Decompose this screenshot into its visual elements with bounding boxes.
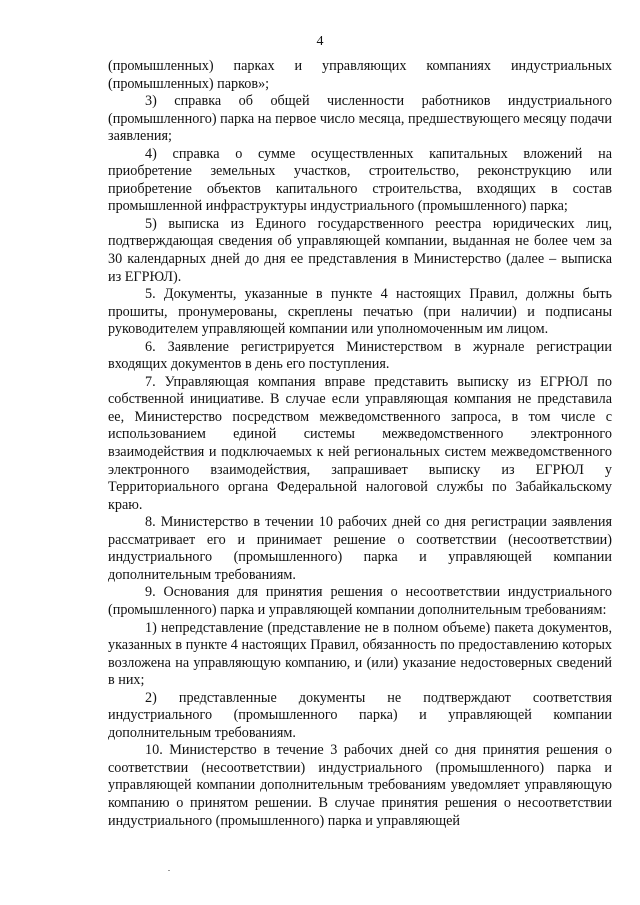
paragraph-item-3: 3) справка об общей численности работников индустриального (промышленного) парка на первое число месяца, предшествующего месяцу подачи заявления; [108,93,612,145]
scan-mark [168,870,170,871]
paragraph-clause-8: 8. Министерство в течении 10 рабочих дней со дня регистрации заявления рассматривает его и принимает решение о соответствии (несоответствии) индустриального (промышленного) парка и управляющей компании дополнительным требованиям. [108,514,612,583]
paragraph-clause-9: 9. Основания для принятия решения о несоответствии индустриального (промышленного) парка и управляющей компании дополнительным требованиям: [108,584,612,618]
paragraph-clause-5: 5. Документы, указанные в пункте 4 настоящих Правил, должны быть прошиты, пронумерованы, скреплены печатью (при наличии) и подписаны руководителем управляющей компании или уполномоченным им лицом. [108,286,612,338]
paragraph-continuation: (промышленных) парках и управляющих компаниях индустриальных (промышленных) парков»; [108,58,612,92]
paragraph-clause-10: 10. Министерство в течение 3 рабочих дней со дня принятия решения о соответствии (несоответствии) индустриального (промышленного) парка и управляющей компании дополнительным требованиям уведомляет управляющую компанию о принятом решении. В случае принятия решения о несоответствии индустриального (промышленного) парка и управляющей [108,742,612,829]
paragraph-clause-9-item-1: 1) непредставление (представление не в полном объеме) пакета документов, указанных в пункте 4 настоящих Правил, обязанность по предоставлению которых возложена на управляющую компанию, и (или) указание недостоверных сведений в них; [108,619,612,689]
paragraph-clause-9-item-2: 2) представленные документы не подтверждают соответствия индустриального (промышленного парка) и управляющей компании дополнительным требованиям. [108,689,612,741]
paragraph-item-5: 5) выписка из Единого государственного реестра юридических лиц, подтверждающая сведения об управляющей компании, выданная не более чем за 30 календарных дней до дня ее представления в Министерство (далее – выписка из ЕГРЮЛ). [108,215,612,285]
paragraph-clause-7: 7. Управляющая компания вправе представить выписку из ЕГРЮЛ по собственной инициативе. В случае если управляющая компания не представила ее, Министерство посредством межведомственного запроса, в том числе с использованием единой системы межведомственного электронного взаимодействия и подключаемых к ней региональных систем межведомственного электронного взаимодействия, запрашивает выписку из ЕГРЮЛ у Территориального органа Федеральной налоговой службы по Забайкальскому краю. [108,373,612,513]
page-number: 4 [316,34,324,49]
paragraph-clause-6: 6. Заявление регистрируется Министерством в журнале регистрации входящих документов в день его поступления. [108,338,612,373]
document-body [108,58,612,830]
paragraph-item-4: 4) справка о сумме осуществленных капитальных вложений на приобретение земельных участков, строительство, реконструкцию или приобретение объектов капитального строительства, входящих в состав промышленной инфраструктуры индустриального (промышленного) парка; [108,145,612,215]
